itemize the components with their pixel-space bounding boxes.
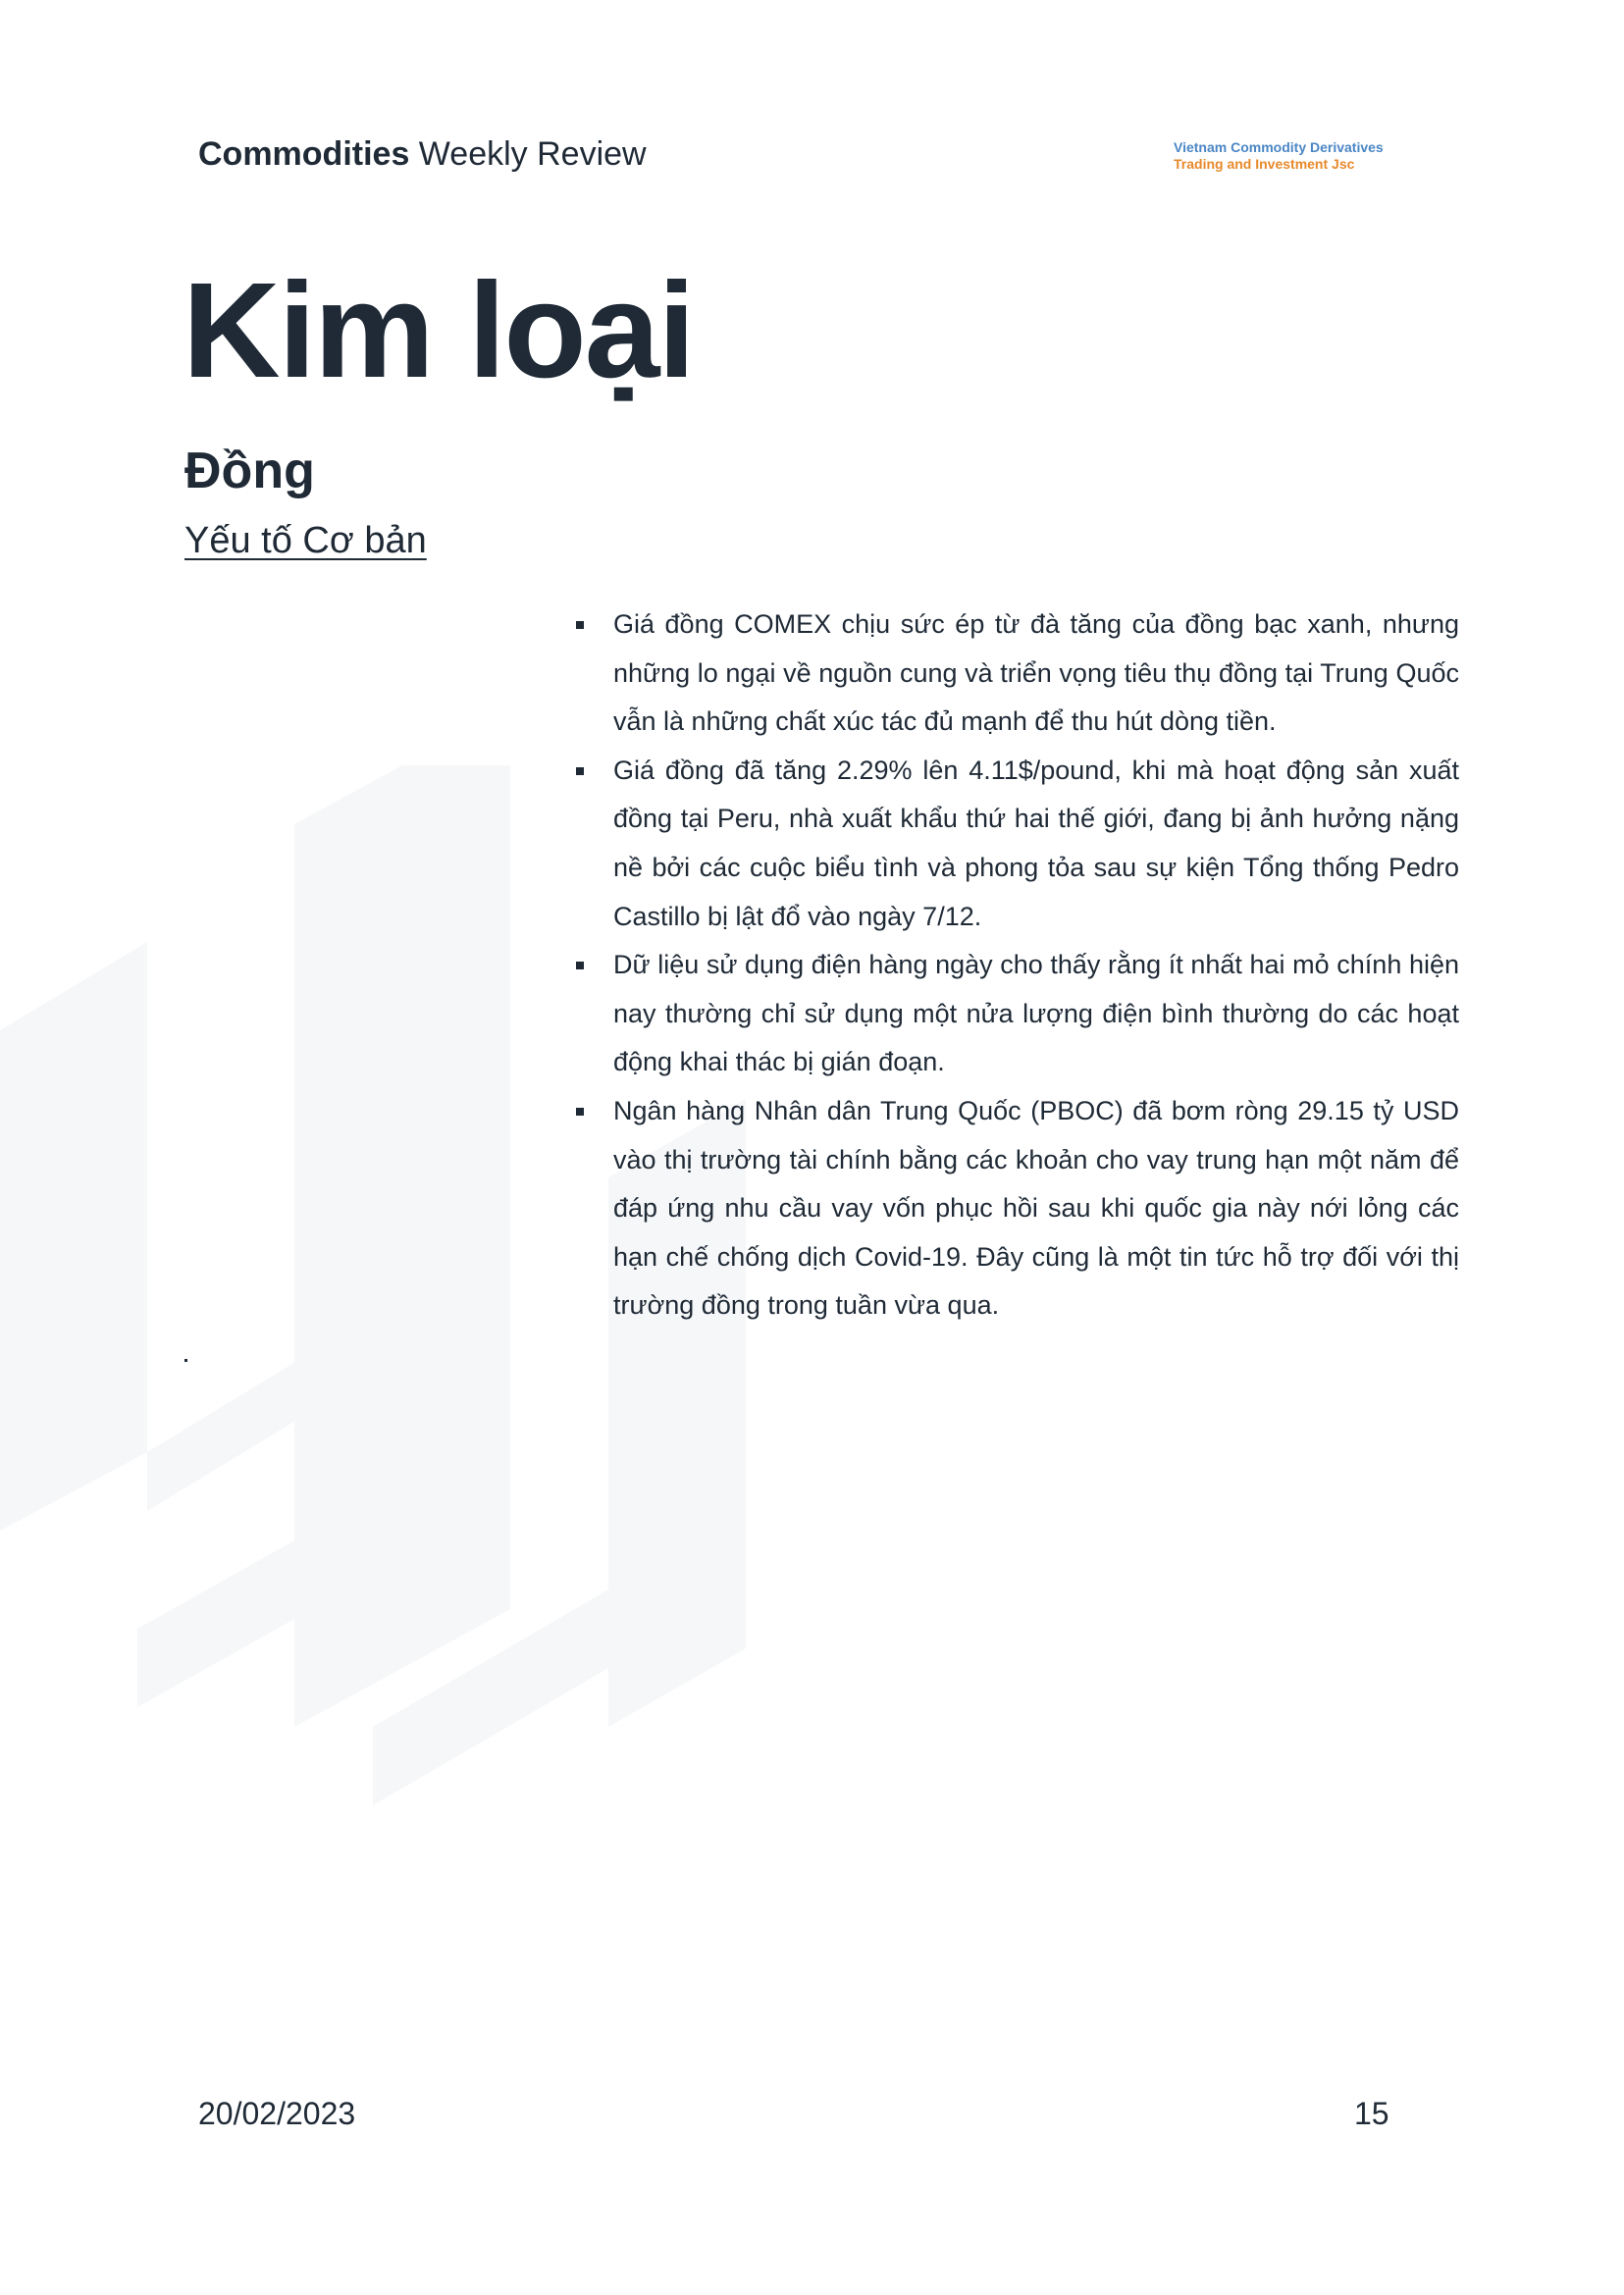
bullet-item — [571, 941, 1459, 1087]
report-title-strong: Commodities — [198, 135, 410, 173]
bullet-text: Giá đồng đã tăng 2.29% lên 4.11$/pound, khi mà hoạt động sản xuất đồng tại Peru, nhà xuất khẩu thứ hai thế giới, đang bị ảnh hưởng nặng nề bởi các cuộc biểu tình và phong tỏa sau sự kiện Tổng thống Pedro Castillo bị lật đổ vào ngày 7/12. — [613, 755, 1459, 931]
report-title-rest: Weekly Review — [409, 135, 647, 173]
page-number: 15 — [1354, 2096, 1389, 2131]
bullet-item — [571, 600, 1459, 747]
stray-dot — [184, 1359, 187, 1362]
report-title — [198, 135, 647, 174]
bullet-text: Dữ liệu sử dụng điện hàng ngày cho thấy rằng ít nhất hai mỏ chính hiện nay thường chỉ sử dụng một nửa lượng điện bình thường do các hoạt động khai thác bị gián đoạn. — [613, 950, 1459, 1077]
square-bullet-icon — [576, 962, 584, 969]
company-name-line1: Vietnam Commodity Derivatives — [1174, 139, 1384, 155]
section-title: Kim loại — [183, 255, 694, 406]
square-bullet-icon — [576, 621, 584, 629]
fundamentals-bullet-list — [571, 600, 1459, 1330]
commodity-title: Đồng — [184, 443, 315, 499]
bullet-text: Giá đồng COMEX chịu sức ép từ đà tăng của đồng bạc xanh, nhưng những lo ngại về nguồn cung và triển vọng tiêu thụ đồng tại Trung Quốc vẫn là những chất xúc tác đủ mạnh để thu hút dòng tiền. — [613, 609, 1459, 737]
bullet-text: Ngân hàng Nhân dân Trung Quốc (PBOC) đã bơm ròng 29.15 tỷ USD vào thị trường tài chính bằng các khoản cho vay trung hạn một năm để đáp ứng nhu cầu vay vốn phục hồi sau khi quốc gia này nới lỏng các hạn chế chống dịch Covid-19. Đây cũng là một tin tức hỗ trợ đối với thị trường đồng trong tuần vừa qua. — [613, 1095, 1459, 1321]
bullet-item — [571, 747, 1459, 941]
fundamentals-heading: Yếu tố Cơ bản — [184, 520, 427, 561]
company-logo — [1174, 139, 1384, 173]
square-bullet-icon — [576, 1108, 584, 1116]
bullet-item — [571, 1087, 1459, 1330]
square-bullet-icon — [576, 767, 584, 775]
company-name-line2: Trading and Investment Jsc — [1174, 156, 1355, 172]
footer-date: 20/02/2023 — [198, 2096, 356, 2131]
